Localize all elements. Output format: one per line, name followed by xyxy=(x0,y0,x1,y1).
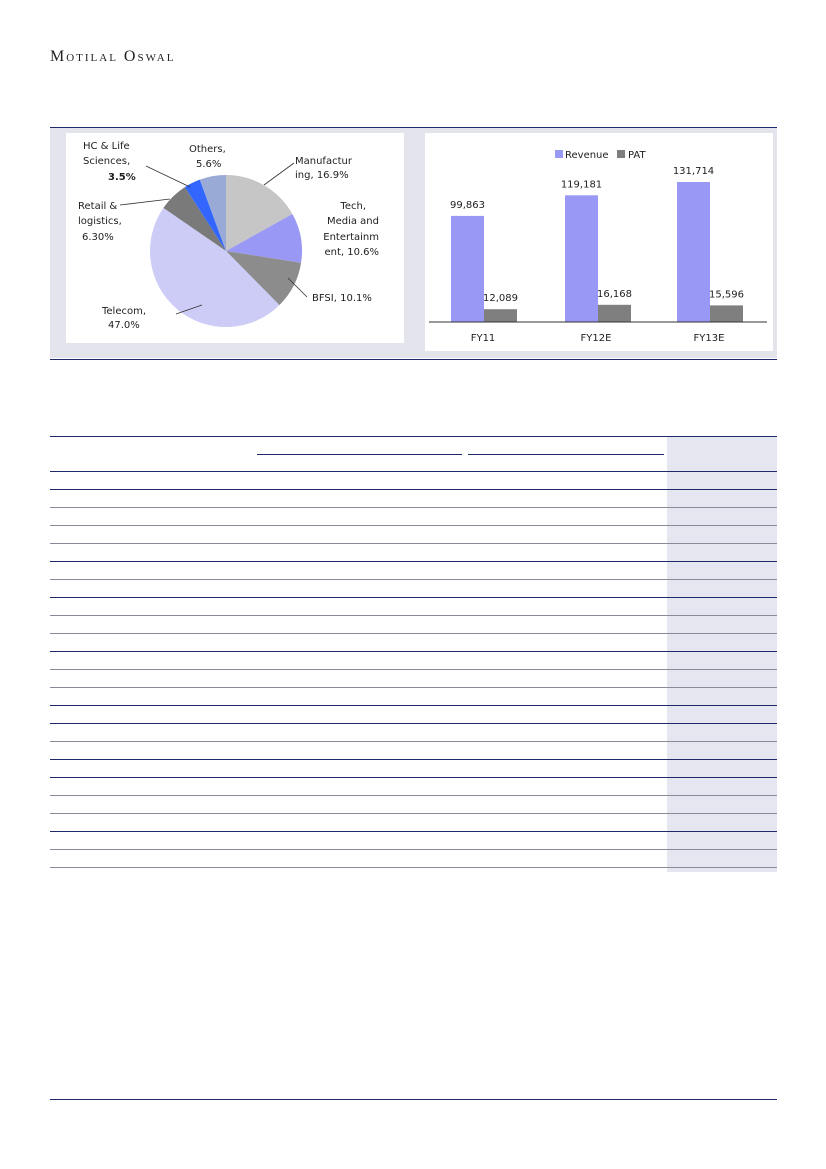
pie-label-tech-2: Media and xyxy=(326,216,379,227)
table-row-rule xyxy=(50,867,777,868)
pie-label-tech-1: Tech, xyxy=(340,201,366,212)
table-row-rule xyxy=(50,705,777,706)
pie-label-retail-1: Retail & xyxy=(78,201,118,212)
bar-pat-fy13e xyxy=(710,305,743,322)
pie-label-others-2: 5.6% xyxy=(196,159,222,170)
pie-label-tech-3: Entertainm xyxy=(323,232,379,243)
table-row-rule xyxy=(50,525,777,526)
leader-line-hc xyxy=(146,166,190,187)
pie-label-hc-2: Sciences, xyxy=(83,156,131,167)
data-label-pat-fy12e: 16,168 xyxy=(597,288,632,300)
pie-label-telecom-1: Telecom, xyxy=(102,306,147,317)
table-row-rule xyxy=(50,831,777,832)
pie-label-others-1: Others, xyxy=(189,144,226,155)
leader-line-manufacturing xyxy=(264,163,294,185)
table-top-rule xyxy=(50,436,777,437)
header-group-underline-1 xyxy=(257,454,462,455)
pie-label-tech-4: ent, 10.6% xyxy=(324,247,379,258)
pie-label-manufacturing-1: Manufactur xyxy=(295,156,352,167)
table-row-rule xyxy=(50,759,777,760)
bar-chart-card xyxy=(425,133,773,351)
table-row-rule xyxy=(50,795,777,796)
legend-swatch-pat xyxy=(617,150,625,158)
financial-table xyxy=(50,436,777,872)
table-row-rule xyxy=(50,813,777,814)
x-tick-label-fy11: FY11 xyxy=(470,333,496,344)
pie-label-bfsi: BFSI, 10.1% xyxy=(312,293,372,304)
sector-pie-chart xyxy=(66,133,404,343)
x-tick-label-fy13e: FY13E xyxy=(693,333,725,344)
table-row-rule xyxy=(50,561,777,562)
data-label-revenue-fy12e: 119,181 xyxy=(560,179,603,191)
data-label-pat-fy11: 12,089 xyxy=(483,293,518,305)
table-row-rule xyxy=(50,507,777,508)
table-highlight-column xyxy=(667,436,777,872)
pie-label-retail-2: logistics, xyxy=(78,216,122,227)
table-header-rule xyxy=(50,471,777,472)
table-row-rule xyxy=(50,723,777,724)
panel-bottom-rule xyxy=(50,359,777,360)
bar-revenue-fy13e xyxy=(677,182,710,322)
pie-label-manufacturing-2: ing, 16.9% xyxy=(295,170,349,181)
revenue-pat-bar-chart xyxy=(425,133,773,351)
data-label-revenue-fy13e: 131,714 xyxy=(672,166,715,177)
pie-label-hc-3: 3.5% xyxy=(108,172,136,183)
data-label-pat-fy13e: 15,596 xyxy=(709,289,744,301)
table-row-rule xyxy=(50,849,777,850)
table-row-rule xyxy=(50,687,777,688)
leader-line-retail xyxy=(120,199,170,205)
table-row-rule xyxy=(50,777,777,778)
table-row-rule xyxy=(50,741,777,742)
data-label-revenue-fy11: 99,863 xyxy=(450,199,485,211)
header-group-underline-2 xyxy=(468,454,664,455)
table-row-rule xyxy=(50,579,777,580)
pie-label-hc-1: HC & Life xyxy=(83,141,130,152)
x-tick-label-fy12e: FY12E xyxy=(580,333,612,344)
table-row-rule xyxy=(50,489,777,490)
table-row-rule xyxy=(50,597,777,598)
bar-pat-fy12e xyxy=(598,305,631,322)
brand-logo: Motilal Oswal xyxy=(50,48,176,65)
table-row-rule xyxy=(50,543,777,544)
table-row-rule xyxy=(50,633,777,634)
pie-label-retail-3: 6.30% xyxy=(82,232,114,243)
pie-chart-card xyxy=(66,133,404,343)
bar-revenue-fy11 xyxy=(451,216,484,322)
table-row-rule xyxy=(50,615,777,616)
footer-rule xyxy=(50,1099,777,1100)
table-row-rule xyxy=(50,669,777,670)
table-row-rule xyxy=(50,651,777,652)
bar-pat-fy11 xyxy=(484,309,517,322)
legend-swatch-revenue xyxy=(555,150,563,158)
pie-label-telecom-2: 47.0% xyxy=(108,320,140,331)
bar-revenue-fy12e xyxy=(565,195,598,322)
legend-label-revenue: Revenue xyxy=(565,150,609,161)
legend-label-pat: PAT xyxy=(628,150,646,161)
